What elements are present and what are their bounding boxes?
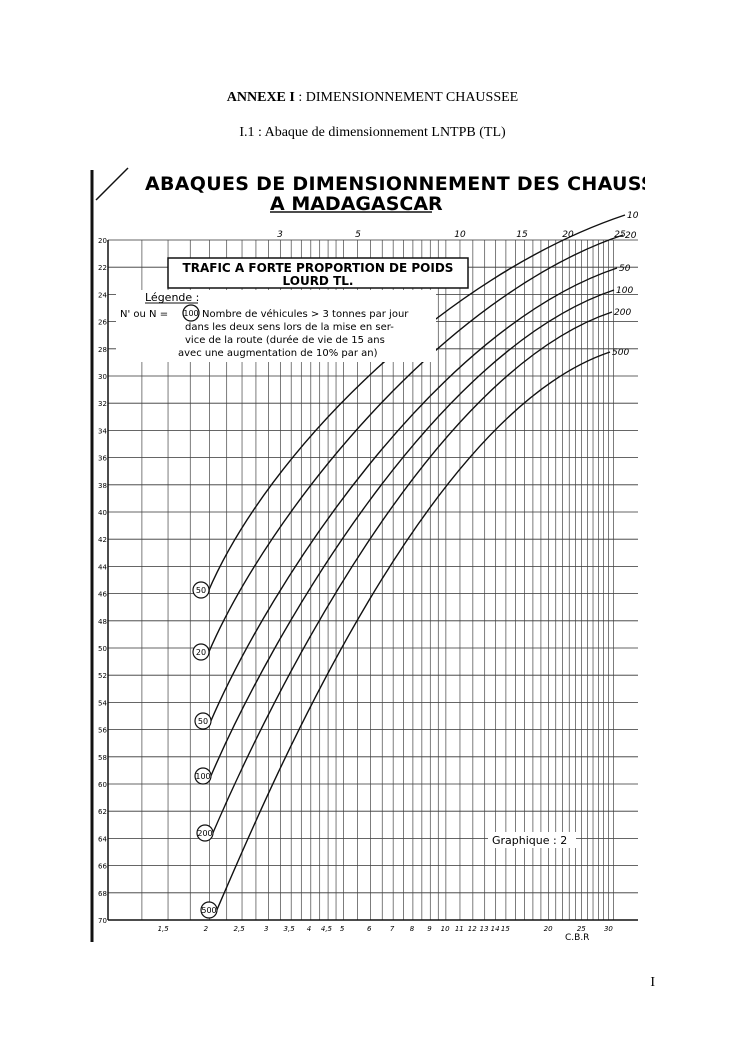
annex-label: ANNEXE I xyxy=(226,90,295,105)
bottom-tick-label: 4,5 xyxy=(320,925,333,933)
top-tick-label: 3 xyxy=(277,230,283,240)
top-tick-label: 20 xyxy=(562,230,574,240)
curve-right-label: 500 xyxy=(612,348,630,358)
bottom-tick-label: 8 xyxy=(409,925,415,933)
section-title: Abaque de dimensionnement LNTPB (TL) xyxy=(264,125,506,140)
curve-left-label: 100 xyxy=(195,772,211,781)
bottom-tick-label: 5 xyxy=(339,925,345,933)
curve-left-label: 50 xyxy=(195,586,207,595)
legend-line1: Nombre de véhicules > 3 tonnes par jour xyxy=(202,309,409,320)
left-tick-label: 50 xyxy=(98,645,107,653)
bottom-tick-label: 15 xyxy=(500,925,510,933)
left-tick-label: 60 xyxy=(98,781,107,789)
section-heading xyxy=(0,125,745,141)
curve-right-label: 20 xyxy=(625,231,637,241)
left-tick-label: 64 xyxy=(98,835,107,844)
bottom-tick-label: 2 xyxy=(203,925,209,933)
bottom-tick-label: 10 xyxy=(440,925,450,933)
legend-example: 100 xyxy=(183,309,199,318)
annex-separator: : xyxy=(294,90,306,105)
legend-line2: dans les deux sens lors de la mise en ser- xyxy=(185,322,394,333)
left-tick-label: 54 xyxy=(98,699,107,708)
left-tick-label: 52 xyxy=(98,672,107,681)
legend-heading: Légende : xyxy=(145,291,200,304)
curve-right-label: 100 xyxy=(616,286,634,296)
left-tick-label: 24 xyxy=(98,291,107,300)
traffic-box-line1: TRAFIC A FORTE PROPORTION DE POIDS xyxy=(182,261,454,275)
bottom-tick-label: 4 xyxy=(306,925,312,933)
annex-heading xyxy=(0,90,745,106)
left-tick-label: 42 xyxy=(98,536,107,545)
top-tick-label: 15 xyxy=(516,230,528,240)
left-tick-label: 56 xyxy=(98,726,107,735)
curve-right-label: 50 xyxy=(619,264,631,274)
curve-left-label: 200 xyxy=(197,829,213,838)
bottom-tick-label: 9 xyxy=(427,925,432,933)
bottom-tick-label: 2,5 xyxy=(233,925,245,933)
figure-title-line2: A MADAGASCAR xyxy=(270,193,443,215)
legend-prefix: N' ou N = xyxy=(120,309,169,320)
curve-left-label: 500 xyxy=(201,906,217,915)
left-tick-label: 58 xyxy=(98,753,107,762)
left-tick-label: 22 xyxy=(98,264,107,273)
bottom-tick-label: 13 xyxy=(479,925,489,933)
bottom-tick-label: 20 xyxy=(543,925,553,933)
left-tick-label: 30 xyxy=(98,373,107,381)
left-tick-label: 48 xyxy=(98,617,107,626)
left-tick-label: 66 xyxy=(98,862,107,871)
x-axis-label: C.B.R xyxy=(565,933,590,942)
abacus-scan xyxy=(90,160,645,942)
left-tick-label: 28 xyxy=(98,345,107,354)
bottom-tick-label: 12 xyxy=(467,925,477,933)
left-tick-label: 26 xyxy=(98,318,107,327)
left-tick-label: 36 xyxy=(98,454,107,463)
left-tick-label: 32 xyxy=(98,400,107,409)
bottom-tick-label: 30 xyxy=(603,925,613,933)
abacus-figure xyxy=(90,160,645,942)
left-tick-label: 40 xyxy=(98,509,107,517)
left-tick-label: 20 xyxy=(98,237,107,245)
left-tick-label: 70 xyxy=(98,917,107,925)
legend-line4: avec une augmentation de 10% par an) xyxy=(178,348,378,359)
bottom-tick-label: 3 xyxy=(263,925,269,933)
top-tick-label: 10 xyxy=(454,230,466,240)
left-tick-label: 38 xyxy=(98,481,107,490)
left-tick-label: 34 xyxy=(98,427,107,436)
bottom-tick-label: 25 xyxy=(576,925,586,933)
page-number: I xyxy=(650,975,655,990)
legend-line3: vice de la route (durée de vie de 15 ans xyxy=(185,335,385,346)
curve-left-label: 50 xyxy=(197,717,209,726)
top-tick-label: 25 xyxy=(614,230,626,240)
left-tick-label: 68 xyxy=(98,889,107,898)
section-separator: : xyxy=(254,125,265,140)
bottom-tick-label: 11 xyxy=(454,925,464,933)
left-tick-label: 46 xyxy=(98,590,107,599)
left-tick-label: 44 xyxy=(98,563,107,572)
top-tick-label: 5 xyxy=(355,230,361,240)
curve-left-label: 20 xyxy=(195,648,207,657)
bottom-tick-label: 14 xyxy=(490,925,500,933)
bottom-tick-label: 1,5 xyxy=(157,925,169,933)
curve-right-label: 10 xyxy=(627,211,639,221)
graph-label: Graphique : 2 xyxy=(492,834,568,847)
bottom-tick-label: 3,5 xyxy=(283,925,295,933)
traffic-box-line2: LOURD TL. xyxy=(282,274,354,288)
curve-right-label: 200 xyxy=(614,308,632,318)
left-tick-label: 62 xyxy=(98,808,107,817)
annex-title: DIMENSIONNEMENT CHAUSSEE xyxy=(305,90,519,105)
figure-title-line1: ABAQUES DE DIMENSIONNEMENT DES CHAUSSEES xyxy=(145,173,645,195)
bottom-tick-label: 6 xyxy=(366,925,372,933)
section-number: I.1 xyxy=(239,125,255,140)
bottom-tick-label: 7 xyxy=(389,925,395,933)
